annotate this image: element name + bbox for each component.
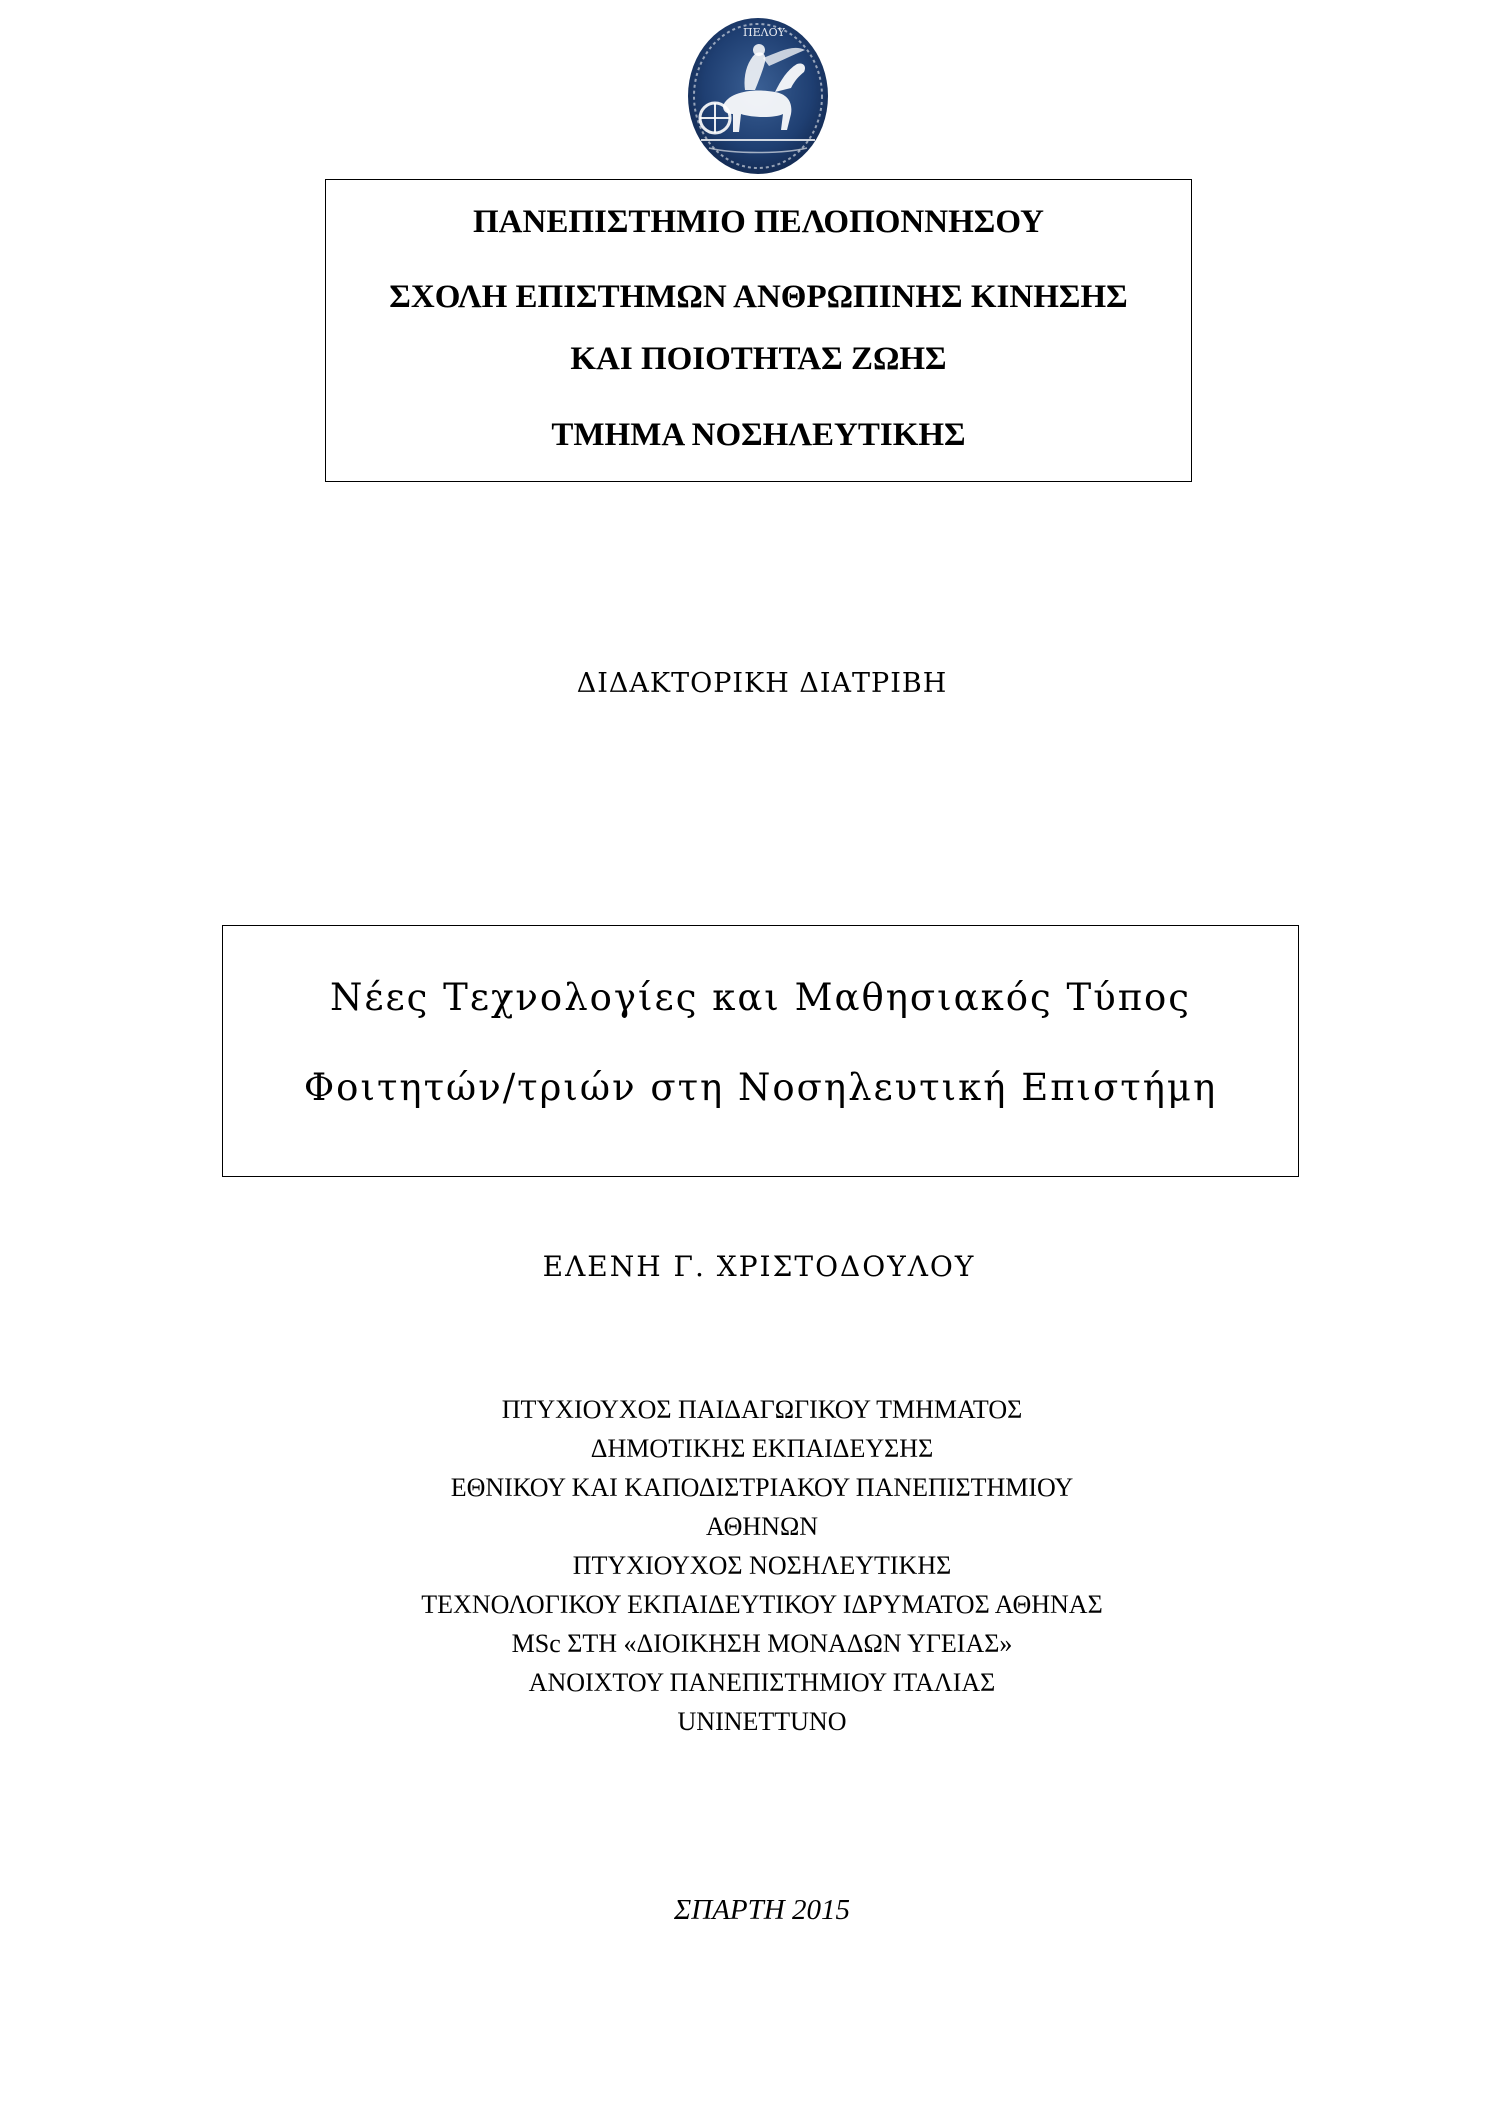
credential-line: ΑΝΟΙΧΤΟΥ ΠΑΝΕΠΙΣΤΗΜΙΟΥ ΙΤΑΛΙΑΣ — [528, 1668, 996, 1697]
credential-line: UNINETTUNO — [677, 1707, 847, 1736]
school-name-line2: ΚΑΙ ΠΟΙΟΤΗΤΑΣ ΖΩΗΣ — [570, 341, 947, 377]
credential-line: ΕΘΝΙΚΟΥ ΚΑΙ ΚΑΠΟΔΙΣΤΡΙΑΚΟΥ ΠΑΝΕΠΙΣΤΗΜΙΟΥ — [450, 1473, 1074, 1502]
author-name: ΕΛΕΝΗ Γ. ΧΡΙΣΤΟΔΟΥΛΟΥ — [542, 1250, 976, 1283]
credential-line: ΤΕΧΝΟΛΟΓΙΚΟΥ ΕΚΠΑΙΔΕΥΤΙΚΟΥ ΙΔΡΥΜΑΤΟΣ ΑΘΗΝΑΣ — [421, 1590, 1103, 1619]
institution-box — [325, 179, 1192, 482]
university-name: ΠΑΝΕΠΙΣΤΗΜΙΟ ΠΕΛΟΠΟΝΝΗΣΟΥ — [473, 204, 1044, 240]
department-name: ΤΜΗΜΑ ΝΟΣΗΛΕΥΤΙΚΗΣ — [551, 417, 966, 453]
credential-line: ΠΤΥΧΙΟΥΧΟΣ ΠΑΙΔΑΓΩΓΙΚΟΥ ΤΜΗΜΑΤΟΣ — [501, 1395, 1023, 1424]
thesis-title-line1: Νέες Τεχνολογίες και Μαθησιακός Τύπος — [329, 976, 1192, 1019]
thesis-title-box — [222, 925, 1299, 1177]
svg-text:ΠΕΛΟΥ: ΠΕΛΟΥ — [743, 26, 785, 39]
author-credentials — [0, 1390, 1489, 1741]
school-name-line1: ΣΧΟΛΗ ΕΠΙΣΤΗΜΩΝ ΑΝΘΡΩΠΙΝΗΣ ΚΙΝΗΣΗΣ — [389, 279, 1128, 315]
credential-line: ΔΗΜΟΤΙΚΗΣ ΕΚΠΑΙΔΕΥΣΗΣ — [590, 1434, 934, 1463]
university-seal-icon — [683, 14, 833, 178]
credential-line: ΠΤΥΧΙΟΥΧΟΣ ΝΟΣΗΛΕΥΤΙΚΗΣ — [572, 1551, 952, 1580]
thesis-title-line2: Φοιτητών/τριών στη Νοσηλευτική Επιστήμη — [303, 1066, 1218, 1109]
document-type: ΔΙΔΑΚΤΟΡΙΚΗ ΔΙΑΤΡΙΒΗ — [576, 668, 948, 699]
place-and-year: ΣΠΑΡΤΗ 2015 — [674, 1894, 850, 1926]
credential-line: ΑΘΗΝΩΝ — [705, 1512, 819, 1541]
credential-line: MSc ΣΤΗ «ΔΙΟΙΚΗΣΗ ΜΟΝΑΔΩΝ ΥΓΕΙΑΣ» — [511, 1629, 1013, 1658]
